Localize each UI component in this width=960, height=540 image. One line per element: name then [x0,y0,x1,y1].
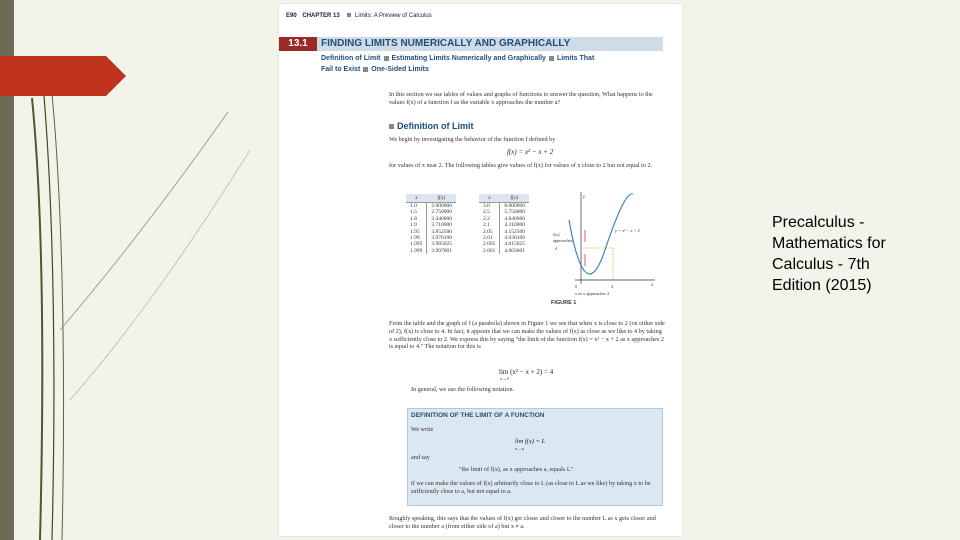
table-cell: 2.05 [479,229,500,235]
table-body [406,203,456,255]
parabola-figure [551,190,663,298]
table-cell: 3.970100 [431,235,452,242]
subtopic-item: Fail to Exist [321,66,361,73]
chapter-title: Limits: A Preview of Calculus [355,13,432,19]
table-cell: 1.95 [406,229,427,235]
table-cell: 3.852500 [431,228,452,235]
y-axis-label: y [583,195,586,200]
table-cell: 2.5 [479,209,500,215]
table-cell: 3.710000 [431,222,452,229]
table-cell: 5.750000 [504,209,525,216]
table-row [479,241,529,247]
table-header-row [406,194,456,203]
table-cell: 4.030100 [504,235,525,242]
table-header-row [479,194,529,203]
values-table-left [406,194,456,254]
definition-body: if we can make the values of f(x) arbitrarily close to L (as close to L as we like) by taking x to be sufficiently close to a, but not equal to a. [411,480,651,495]
square-bullet-icon [384,56,389,61]
table-cell: 1.8 [406,216,427,222]
table-cell: 1.995 [406,241,427,247]
paragraph-2: for values of x near 2. The following tables give values of f(x) for values of x close to 2 but not equal to 2. [389,162,653,169]
table-row [479,248,529,254]
square-bullet-icon [347,13,351,17]
definition-limit-subscript: x→a [515,446,524,451]
table-cell: 4.640000 [504,215,525,222]
intro-paragraph: In this section we use tables of values and graphs of functions to answer the question, What happens to the values f(x) of a function f as the variable x approaches the number a? [389,91,653,106]
definition-and-say: and say [411,454,430,461]
table-row [406,222,456,228]
table-cell: 4.003001 [504,247,525,254]
paragraph-3: From the table and the graph of f (a parabola) shown in Figure 1 we see that when x is close to 2 (on either side of 2), f(x) is close to 4. In fact, it appears that we can make the values of f(x) as close as we like to 4 by taking x sufficiently close to 2. We express this by saying "the limit of the function f(x) = x² − x + 2 as x approaches 2 is equal to 4." The notation for this is [389,320,665,351]
values-table-right [479,194,529,254]
table-cell: 4.015025 [504,241,525,248]
subtopic-item: Definition of Limit [321,55,381,62]
red-arrow-shape [0,56,126,96]
subtopic-item: Estimating Limits Numerically and Graphically [391,55,546,62]
x-axis-label: x [651,283,654,288]
table-cell: 1.99 [406,235,427,241]
table-row [479,222,529,228]
table-header-cell: f(x) [500,194,529,203]
square-bullet-icon [363,67,368,72]
table-row [479,209,529,215]
table-cell: 4.310000 [504,222,525,229]
page-number: E90 [286,13,297,19]
square-bullet-icon [549,56,554,61]
chapter-label: CHAPTER 13 [302,13,340,19]
table-cell: 3.0 [479,203,500,210]
definition-quote: "the limit of f(x), as x approaches a, equals L" [459,466,574,473]
function-equation: f(x) = x² − x + 2 [507,148,554,156]
table-row [479,203,529,210]
subtopic-item: One-Sided Limits [371,66,429,73]
definition-we-write: We write [411,426,434,433]
section-number: 13.1 [279,37,317,51]
slide-caption: Precalculus - Mathematics for Calculus - 7th Edition (2015) [772,214,886,294]
table-cell: 2.1 [479,222,500,228]
definition-title: DEFINITION OF THE LIMIT OF A FUNCTION [411,412,545,419]
table-cell: 3.985025 [431,241,452,248]
subsection-title: Definition of Limit [397,121,474,131]
textbook-page [279,4,682,536]
table-cell: 2.2 [479,216,500,222]
section-title: FINDING LIMITS NUMERICALLY AND GRAPHICALLY [321,38,571,49]
four-label: 4 [555,246,558,251]
table-cell: 1.0 [406,203,427,210]
paragraph-1: We begin by investigating the behavior of the function f defined by [389,136,556,143]
subtopic-line-1 [321,55,594,62]
table-cell: 4.152500 [504,228,525,235]
table-cell: 1.9 [406,222,427,228]
table-row [406,241,456,247]
paragraph-5: Roughly speaking, this says that the values of f(x) get closer and closer to the number L as x gets closer and closer to the number a (from either side of a) but x ≠ a. [389,515,656,530]
approaches-label: approaches [553,238,573,243]
table-row [406,248,456,254]
table-cell: 2.005 [479,241,500,247]
two-label: 2 [611,284,614,289]
table-row [406,209,456,215]
table-cell: 2.750000 [431,209,452,216]
limit-subscript: x→2 [500,376,509,381]
table-header-cell: x [406,194,427,203]
table-cell: 1.5 [406,209,427,215]
table-cell: 1.999 [406,248,427,254]
square-bullet-icon [389,124,394,129]
paragraph-4: In general, we use the following notation. [411,386,515,393]
subtopic-item: Limits That [556,55,595,62]
subsection-heading [389,121,474,131]
table-row [406,203,456,210]
subtopic-line-2 [321,66,429,73]
origin-label: 0 [575,284,578,289]
table-cell: 3.997001 [431,247,452,254]
definition-limit-equation: lim f(x) = L [515,438,546,445]
table-cell: 2.01 [479,235,500,241]
x-approach-label: x as x approaches 2 [575,291,610,296]
table-header-cell: f(x) [427,194,456,203]
table-cell: 3.440000 [431,215,452,222]
figure-caption: FIGURE 1 [551,300,577,306]
fx-label: f(x) [553,232,560,237]
page-header [286,13,432,19]
table-cell: 8.000000 [504,203,525,209]
table-cell: 2.000000 [431,203,452,209]
table-body [479,203,529,255]
limit-equation: lim (x² − x + 2) = 4 [499,368,554,376]
table-header-cell: x [479,194,500,203]
curve-label: y = x² − x + 2 [615,228,640,233]
parabola-curve [569,194,633,274]
table-cell: 2.001 [479,248,500,254]
